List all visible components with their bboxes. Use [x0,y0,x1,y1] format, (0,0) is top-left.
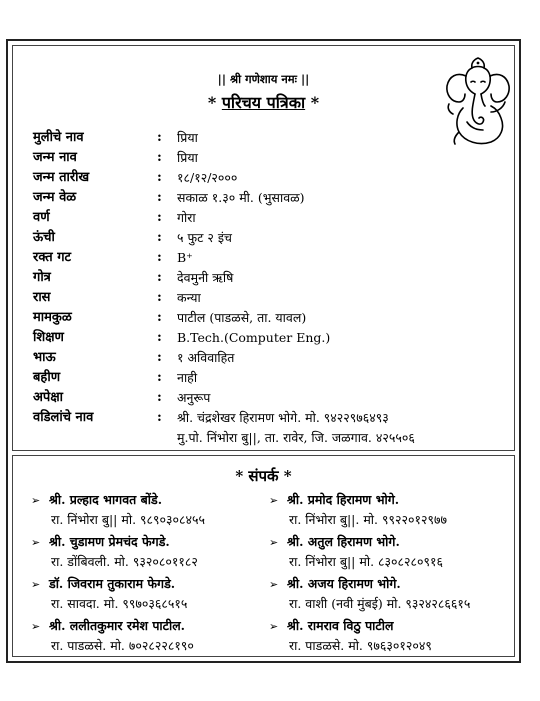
detail-label: बहीण [33,370,61,385]
detail-value: १८/१२/२००० [177,170,238,185]
details-panel [12,45,515,451]
detail-colon: : [157,190,162,205]
contact-entry [31,616,194,656]
detail-colon: : [157,310,162,325]
contact-entry [269,616,432,656]
contact-entry [269,532,443,572]
detail-value: १ अविवाहित [177,350,235,365]
contact-entry [269,490,447,530]
biodata-card [6,39,521,663]
contact-entry [31,574,187,614]
contact-name: श्री. प्रमोद हिरामण भोगे. [287,492,400,507]
detail-label: जन्म तारीख [33,170,90,185]
contact-name: डॉ. जिवराम तुकाराम फेगडे. [49,576,176,591]
title-star-left: * [207,93,222,112]
arrow-icon: ➢ [31,578,41,591]
arrow-icon: ➢ [269,494,279,507]
contact-address: रा. निंभोरा बु|| मो. ८३०८२८०९१६ [289,554,444,569]
ganesh-icon [441,52,515,150]
contact-name: श्री. प्रल्हाद भागवत बोंडे. [49,492,163,507]
contact-address: रा. वाशी (नवी मुंबई) मो. ९३२४२८६६१५ [289,596,471,611]
arrow-icon: ➢ [269,536,279,549]
detail-value: प्रिया [177,130,198,145]
contact-name: श्री. अजय हिरामण भोगे. [287,576,401,591]
detail-colon: : [157,350,162,365]
detail-value: श्री. चंद्रशेखर हिरामण भोगे. मो. ९४२२९७६४९३ [177,410,389,425]
arrow-icon: ➢ [269,578,279,591]
contact-name: श्री. चुडामण प्रेमचंद फेगडे. [49,534,170,549]
detail-label: वडिलांचे नाव [33,410,94,425]
detail-label: ऊंची [33,230,55,245]
detail-colon: : [157,230,162,245]
detail-label: अपेक्षा [33,390,64,405]
arrow-icon: ➢ [31,536,41,549]
detail-label: भाऊ [33,350,56,365]
contact-entry [31,490,205,530]
contact-name: श्री. अतुल हिरामण भोगे. [287,534,400,549]
detail-label: वर्ण [33,210,50,225]
detail-colon: : [157,410,162,425]
contact-name: श्री. रामराव विठु पाटील [287,618,394,633]
detail-colon: : [157,270,162,285]
detail-value: कन्या [177,290,201,305]
detail-colon: : [157,390,162,405]
contact-address: रा. पाडळसे. मो. ९७६३०१२०४९ [289,638,432,653]
detail-value: पाटील (पाडळसे, ता. यावल) [177,310,307,325]
detail-colon: : [157,250,162,265]
invocation-text: || श्री गणेशाय नमः || [217,72,310,86]
contact-address: रा. निंभोरा बु|| मो. ९८९०३०८४५५ [51,512,206,527]
detail-colon: : [157,130,162,145]
detail-value: अनुरूप [177,390,211,405]
arrow-icon: ➢ [31,494,41,507]
contact-address: रा. डोंबिवली. मो. ९३२०८०११८२ [51,554,198,569]
detail-colon: : [157,150,162,165]
detail-label: गोत्र [33,270,51,285]
detail-colon: : [157,290,162,305]
contact-name: श्री. ललीतकुमार रमेश पाटील. [49,618,186,633]
detail-label: जन्म वेळ [33,190,77,205]
detail-colon: : [157,370,162,385]
detail-value: B⁺ [177,250,193,265]
detail-colon: : [157,170,162,185]
title-text: परिचय पत्रिका [221,93,306,112]
detail-value: गोरा [177,210,196,225]
detail-value: नाही [177,370,198,385]
detail-label: मुलीचे नाव [33,130,84,145]
contact-entry [31,532,198,572]
detail-colon: : [157,210,162,225]
detail-value: प्रिया [177,150,198,165]
contact-panel [12,455,515,657]
contact-title: * संपर्क * [235,467,292,485]
detail-value: B.Tech.(Computer Eng.) [177,330,331,345]
detail-label: रक्त गट [33,250,72,265]
contact-address: रा. सावदा. मो. ९९७०३६८५१५ [51,596,188,611]
detail-value: देवमुनी ऋषि [177,270,234,285]
arrow-icon: ➢ [269,620,279,633]
contact-address: रा. पाडळसे. मो. ७०२८२२८१९० [51,638,194,653]
detail-colon: : [157,330,162,345]
title-star-right: * [305,93,320,112]
detail-value: ५ फुट २ इंच [177,230,232,245]
contact-entry [269,574,470,614]
arrow-icon: ➢ [31,620,41,633]
page-title [13,91,514,113]
detail-label: शिक्षण [33,330,64,345]
detail-label: मामकुळ [33,310,72,325]
detail-value: सकाळ १.३० मी. (भुसावळ) [177,190,305,205]
detail-label: रास [33,290,51,305]
detail-value: मु.पो. निंभोरा बु||, ता. रावेर, जि. जळगाव. ४२५५०६ [177,430,415,445]
detail-label: जन्म नाव [33,150,77,165]
contact-address: रा. निंभोरा बु||. मो. ९९२२०१२९७७ [289,512,447,527]
